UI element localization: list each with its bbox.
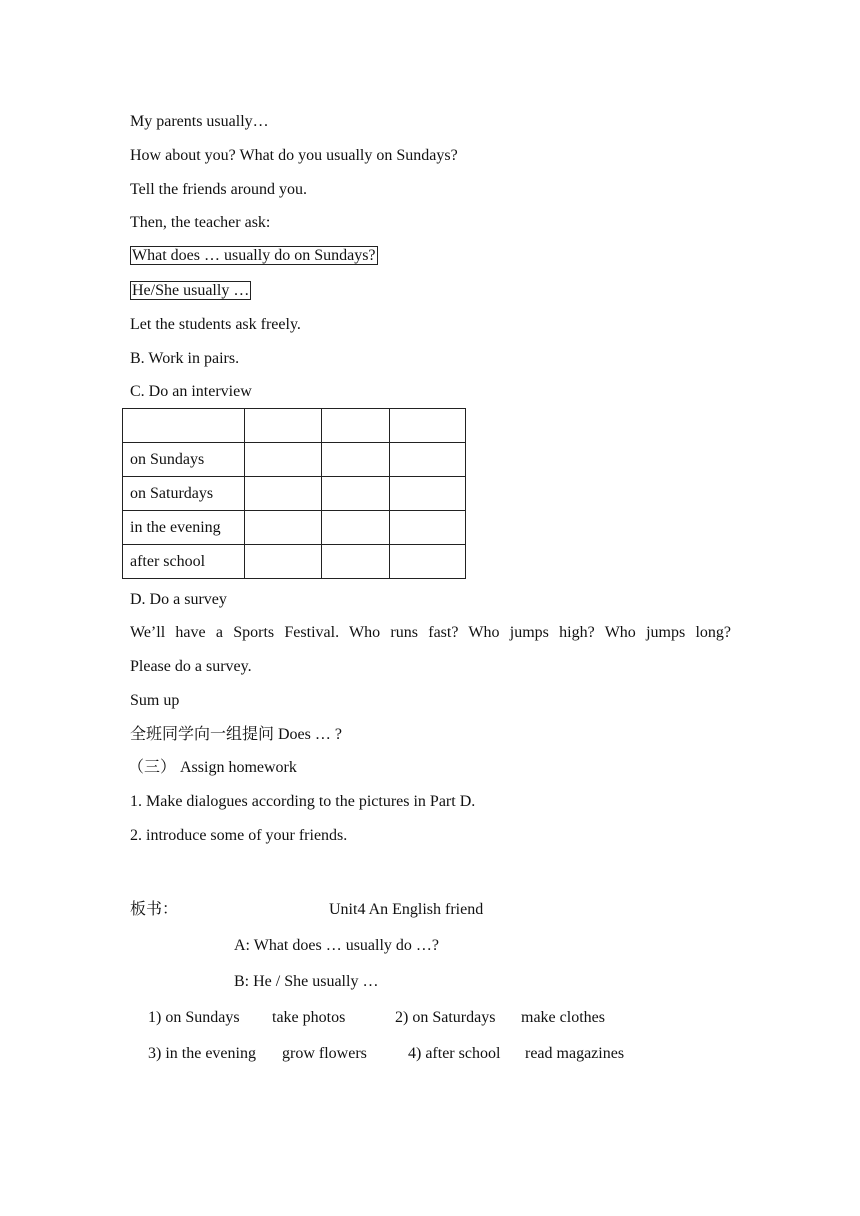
table-cell [123,409,245,443]
line-tell-friends: Tell the friends around you. [130,181,308,198]
line-homework-2: 2. introduce some of your friends. [130,827,348,844]
table-cell [390,477,466,511]
table-cell [245,477,322,511]
line-work-in-pairs: B. Work in pairs. [130,350,240,367]
table-cell [322,477,390,511]
board-label: 板书： [130,901,179,918]
line-parents: My parents usually… [130,113,269,130]
line-how-about-you: How about you? What do you usually on Sundays? [130,147,458,164]
table-cell [322,409,390,443]
table-cell [322,443,390,477]
table-cell [245,443,322,477]
table-cell: after school [123,545,245,579]
table-cell [390,409,466,443]
table-cell: on Sundays [123,443,245,477]
line-teacher-ask: Then, the teacher ask: [130,214,271,231]
table-cell: on Saturdays [123,477,245,511]
line-homework-1: 1. Make dialogues according to the pictures in Part D. [130,793,476,810]
line-please-survey: Please do a survey. [130,658,252,675]
line-boxed-answer [130,281,251,301]
line-class-question: 全班同学向一组提问 Does … ? [130,726,342,743]
line-interview-heading: C. Do an interview [130,383,252,400]
board-answer: B: He / She usually … [234,973,379,990]
table-row [123,409,466,443]
table-row [123,511,466,545]
table-cell [390,545,466,579]
table-row [123,477,466,511]
table-cell [245,409,322,443]
table-cell [322,545,390,579]
boxed-answer: He/She usually … [132,282,250,299]
table-row [123,545,466,579]
table-cell [245,511,322,545]
table-row [123,443,466,477]
board-item-time: 3) in the evening [148,1045,256,1062]
table-cell [245,545,322,579]
table-cell [390,443,466,477]
line-ask-freely: Let the students ask freely. [130,316,301,333]
boxed-question: What does … usually do on Sundays? [132,247,376,264]
line-sports-festival: We’ll have a Sports Festival. Who runs fast? Who jumps high? Who jumps long? [130,624,731,641]
board-item-activity: make clothes [521,1009,605,1026]
board-question: A: What does … usually do …? [234,937,440,954]
board-title: Unit4 An English friend [329,901,484,918]
table-cell [322,511,390,545]
board-item-activity: take photos [272,1009,346,1026]
table-cell [390,511,466,545]
line-boxed-question [130,246,378,266]
line-sum-up: Sum up [130,692,180,709]
board-item-activity: read magazines [525,1045,625,1062]
table-cell: in the evening [123,511,245,545]
line-assign-homework: （三） Assign homework [128,759,297,776]
board-item-activity: grow flowers [282,1045,367,1062]
interview-table [122,408,466,579]
board-item-time: 1) on Sundays [148,1009,240,1026]
board-item-time: 2) on Saturdays [395,1009,496,1026]
line-survey-heading: D. Do a survey [130,591,227,608]
board-item-time: 4) after school [408,1045,501,1062]
